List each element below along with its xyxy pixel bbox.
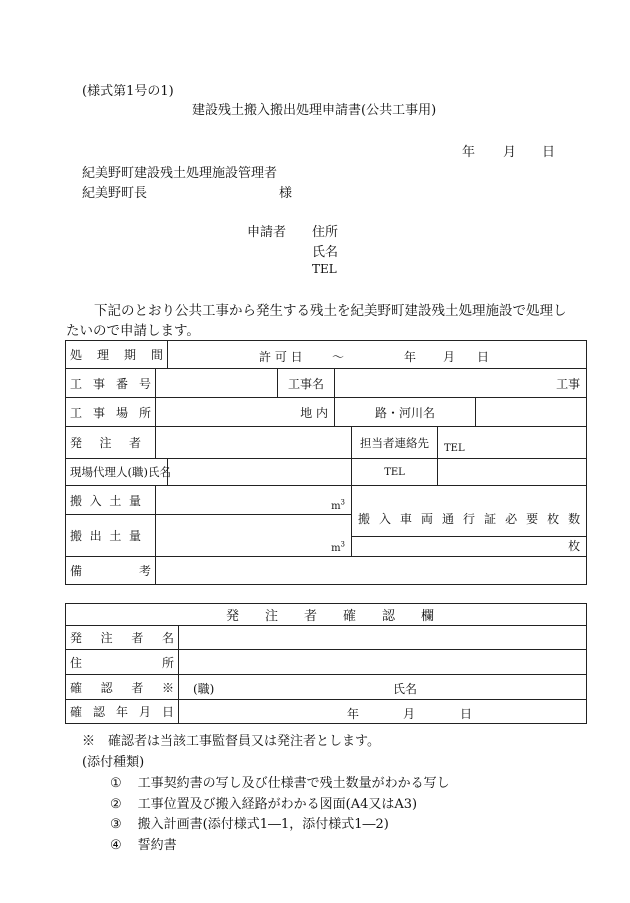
orderer-value[interactable] xyxy=(156,427,352,459)
confirm-header-row xyxy=(66,604,587,626)
agent-tel-value[interactable] xyxy=(438,459,587,486)
period-label: 処理期間 xyxy=(66,341,168,369)
carry-out-value[interactable] xyxy=(156,515,352,557)
row-carry-in xyxy=(66,486,587,515)
recipient-line1: 紀美野町建設残土処理施設管理者 xyxy=(82,166,278,181)
carry-out-label: 搬出土量 xyxy=(66,515,156,557)
confirmer-name-label: 氏名 xyxy=(393,682,418,696)
row-work-number xyxy=(66,369,587,398)
road-river-value[interactable] xyxy=(476,398,587,427)
form-number: (様式第1号の1) xyxy=(82,84,174,99)
applicant-name-label: 氏名 xyxy=(312,245,339,260)
period-day: 日 xyxy=(477,349,490,364)
period-tilde: ～ xyxy=(332,349,345,364)
work-number-label: 工事番号 xyxy=(66,369,156,398)
remarks-value[interactable] xyxy=(156,557,587,585)
row-confirm-date xyxy=(66,700,587,724)
recipient-honorific: 様 xyxy=(279,186,293,201)
confirm-header: 発注者確認欄 xyxy=(66,604,587,626)
confirmer-note: ※ 確認者は当該工事監督員又は発注者とします。 xyxy=(82,734,380,749)
date-year-label: 年 xyxy=(462,145,476,160)
attachment-item: ③ 搬入計画書(添付様式1―1，添付様式1―2) xyxy=(110,817,389,832)
remarks-label: 備考 xyxy=(66,557,156,585)
permit-count-value[interactable] xyxy=(352,536,586,556)
attachment-item: ② 工事位置及び搬入経路がわかる図面(A4又はA3) xyxy=(110,797,418,812)
work-name-value[interactable] xyxy=(335,369,587,398)
confirm-address-label: 住所 xyxy=(66,650,179,675)
date-day-label: 日 xyxy=(542,145,556,160)
confirm-year: 年 xyxy=(347,706,360,721)
within-label: 地 内 xyxy=(300,405,329,420)
orderer-name-label: 発注者名 xyxy=(66,626,179,650)
attachment-item: ④ 誓約書 xyxy=(110,838,177,853)
applicant-tel-label: TEL xyxy=(312,262,337,276)
confirmer-value[interactable] xyxy=(179,675,587,700)
agent-tel-label: TEL xyxy=(352,459,438,486)
confirm-table xyxy=(65,603,587,724)
body-text-line1: 下記のとおり公共工事から発生する残土を紀美野町建設残土処理施設で処理し xyxy=(94,303,567,319)
orderer-label: 発注者 xyxy=(66,427,156,459)
row-work-place xyxy=(66,398,587,427)
attachment-item: ① 工事契約書の写し及び仕様書で残土数量がわかる写し xyxy=(110,776,450,791)
sheets-unit: 枚 xyxy=(568,539,581,553)
agent-value[interactable] xyxy=(168,459,352,486)
orderer-name-value[interactable] xyxy=(179,626,587,650)
row-confirmer xyxy=(66,675,587,700)
work-suffix: 工事 xyxy=(556,376,581,391)
period-permit-date: 許 可 日 xyxy=(259,349,303,364)
period-value-cell[interactable] xyxy=(168,341,587,369)
row-confirm-address xyxy=(66,650,587,675)
carry-out-unit: $m^3$ xyxy=(331,540,346,554)
form-title: 建設残土搬入搬出処理申請書(公共工事用) xyxy=(192,103,437,118)
contact-label: 担当者連絡先 xyxy=(352,427,438,459)
period-month: 月 xyxy=(443,349,456,364)
row-orderer xyxy=(66,427,587,459)
applicant-address-label: 住所 xyxy=(312,225,339,240)
carry-in-label: 搬入土量 xyxy=(66,486,156,515)
agent-label: 現場代理人(職)氏名 xyxy=(66,459,168,486)
confirm-day: 日 xyxy=(460,706,473,721)
confirm-date-value[interactable] xyxy=(179,700,587,724)
work-number-value[interactable] xyxy=(156,369,278,398)
contact-tel-label: TEL xyxy=(444,442,465,454)
road-river-label: 路・河川名 xyxy=(335,398,476,427)
confirm-address-value[interactable] xyxy=(179,650,587,675)
confirmer-label: 確認者※ xyxy=(66,675,179,700)
permit-count-label: 搬入車両通行証必要枚数 xyxy=(352,486,587,515)
date-month-label: 月 xyxy=(503,145,517,160)
row-period xyxy=(66,341,587,369)
row-agent xyxy=(66,459,587,486)
confirmer-position-label: (職) xyxy=(193,682,215,696)
main-table xyxy=(65,340,587,585)
attachments-header: (添付種類) xyxy=(82,755,145,770)
work-place-value[interactable] xyxy=(156,398,335,427)
row-orderer-name xyxy=(66,626,587,650)
period-year: 年 xyxy=(404,349,417,364)
row-remarks xyxy=(66,557,587,585)
carry-in-value[interactable] xyxy=(156,486,352,515)
recipient-line2: 紀美野町長 xyxy=(82,186,148,201)
contact-value[interactable] xyxy=(438,427,587,459)
work-name-label: 工事名 xyxy=(278,369,335,398)
confirm-date-label: 確認年月日 xyxy=(66,700,179,724)
work-place-label: 工事場所 xyxy=(66,398,156,427)
confirm-month: 月 xyxy=(403,706,416,721)
carry-in-unit: $m^3$ xyxy=(331,498,346,512)
body-text-line2: たいので申請します。 xyxy=(66,323,200,339)
applicant-label: 申請者 xyxy=(247,225,287,240)
